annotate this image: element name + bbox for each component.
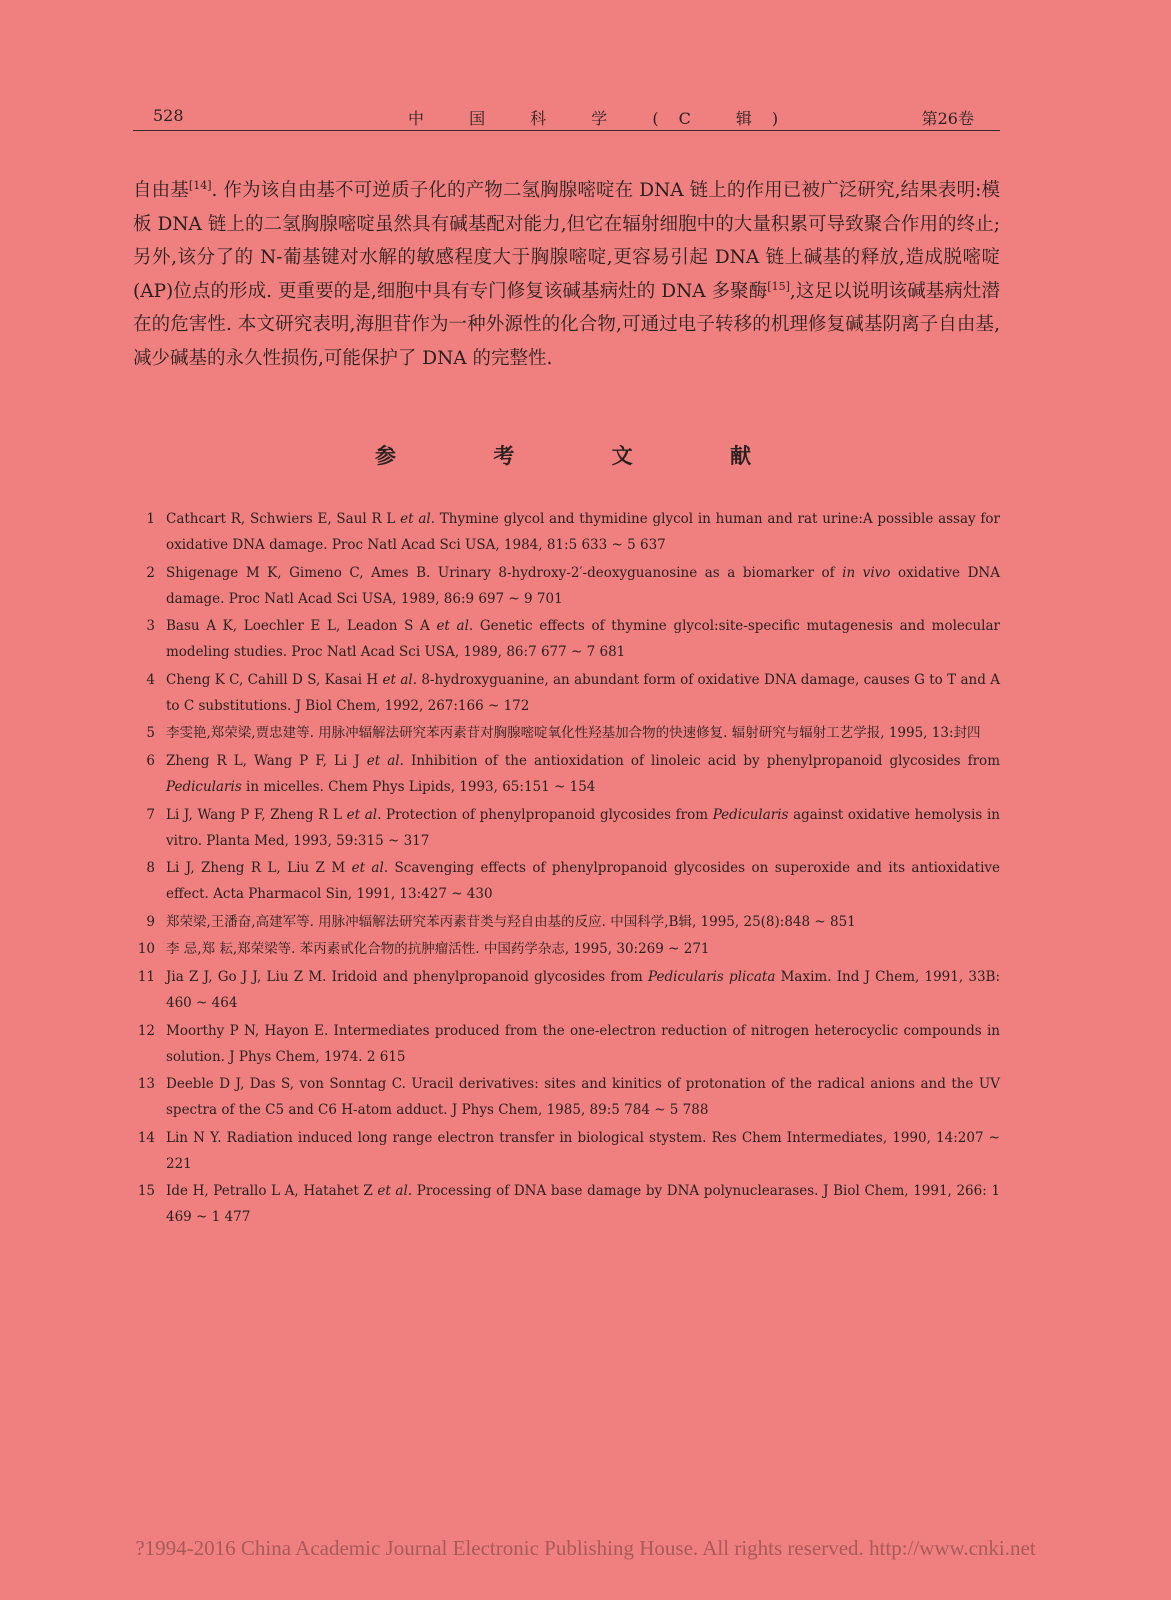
reference-segment: . Thymine glycol and thymidine glycol in human and rat urine:A possible assay for oxidative DNA damage. Proc Natl Acad Sci USA, 1984, 81:5 633 ~ 5 637 xyxy=(166,511,1001,553)
reference-text xyxy=(166,1125,1000,1177)
reference-text xyxy=(166,613,1000,665)
reference-item xyxy=(133,667,1000,719)
reference-italic: et al xyxy=(351,860,384,877)
reference-item xyxy=(133,1018,1000,1070)
reference-segment: Shigenage M K, Gimeno C, Ames B. Urinary 8-hydroxy-2′-deoxyguanosine as a biomarker of xyxy=(166,564,843,581)
copyright-footer: ?1994-2016 China Academic Journal Electronic Publishing House. All rights reserved. http://www.cnki.net xyxy=(135,1536,1036,1560)
reference-segment: Deeble D J, Das S, von Sonntag C. Uracil derivatives: sites and kinitics of protonation of the radical anions and the UV spectra of the C5 and C6 H-atom adduct. J Phys Chem, 1985, 89:5 784 ~ 5 788 xyxy=(166,1076,1000,1119)
reference-segment: Moorthy P N, Hayon E. Intermediates produced from the one-electron reduction of nitrogen heterocyclic compounds in solution. J Phys Chem, 1974. 2 615 xyxy=(166,1022,1000,1065)
page-number: 528 xyxy=(153,106,184,125)
reference-number: 7 xyxy=(146,806,155,823)
reference-text xyxy=(166,855,1000,907)
volume-label: 第26卷 xyxy=(921,109,974,128)
reference-number: 5 xyxy=(146,725,155,742)
reference-segment: Ide H, Petrallo L A, Hatahet Z xyxy=(166,1183,378,1200)
reference-number: 11 xyxy=(137,968,155,985)
reference-segment: Cathcart R, Schwiers E, Saul R L xyxy=(166,511,401,527)
reference-segment: . 8-hydroxyguanine, an abundant form of oxidative DNA damage, causes G to T and A to C substitutions. J Biol Chem, 1992, 267:166 ~ 172 xyxy=(166,671,1000,714)
body-text-part-2: . 作为该自由基不可逆质子化的产物二氢胸腺嘧啶在 DNA 链上的作用已被广泛研究,结果表明:模板 DNA 链上的二氢胸腺嘧啶虽然具有碱基配对能力,但它在辐射细胞中的大量积累可导致聚合作用的终止;另外,该分了的 N-葡基键对水解的敏感程度大于胸腺嘧啶,更容易引起 DNA 链上碱基的释放,造成脱嘧啶(AP)位点的形成. 更重要的是,细胞中具有专门修复该碱基病灶的 DNA 多聚酶 xyxy=(133,180,1000,302)
reference-text xyxy=(166,667,1000,719)
reference-segment: 李雯艳,郑荣梁,贾忠建等. 用脉冲辐解法研究苯丙素苷对胸腺嘧啶氧化性羟基加合物的快速修复. 辐射研究与辐射工艺学报, 1995, 13:封四 xyxy=(166,725,981,742)
reference-italic: in vivo xyxy=(842,564,891,581)
reference-number: 4 xyxy=(146,671,155,688)
reference-item xyxy=(133,613,1000,665)
reference-text xyxy=(166,560,1000,612)
reference-text xyxy=(166,1071,1000,1123)
reference-segment: Basu A K, Loechler E L, Leadon S A xyxy=(166,618,437,635)
reference-number: 14 xyxy=(137,1129,155,1146)
reference-text xyxy=(166,1178,1000,1230)
reference-segment: . Scavenging effects of phenylpropanoid glycosides on superoxide and its antioxidative effect. Acta Pharmacol Sin, 1991, 13:427 ~ 430 xyxy=(166,860,1001,903)
reference-italic: Pedicularis xyxy=(166,778,242,795)
reference-item xyxy=(133,855,1000,907)
reference-segment: in micelles. Chem Phys Lipids, 1993, 65:151 ~ 154 xyxy=(241,778,596,795)
reference-text xyxy=(166,964,1000,1016)
reference-segment: against oxidative hemolysis in vitro. Planta Med, 1993, 59:315 ~ 317 xyxy=(166,806,1000,849)
reference-segment: Maxim. Ind J Chem, 1991, 33B: 460 ~ 464 xyxy=(166,968,1001,1011)
reference-segment: Lin N Y. Radiation induced long range electron transfer in biological stystem. Res Chem Intermediates, 1990, 14:207 ~ 221 xyxy=(166,1129,1000,1172)
reference-segment: . Processing of DNA base damage by DNA polynuclearases. J Biol Chem, 1991, 266: 1 469 ~ 1 477 xyxy=(166,1183,1001,1226)
reference-number: 15 xyxy=(137,1183,155,1200)
reference-number: 6 xyxy=(146,752,155,769)
journal-title: 中 国 科 学 (C 辑) xyxy=(408,109,799,128)
reference-item xyxy=(133,506,1000,558)
reference-text xyxy=(166,936,1000,962)
reference-number: 3 xyxy=(146,618,155,635)
reference-item xyxy=(133,964,1000,1016)
reference-segment: 郑荣梁,王潘奋,高建军等. 用脉冲辐解法研究苯丙素苷类与羟自由基的反应. 中国科学,B辑, 1995, 25(8):848 ~ 851 xyxy=(166,913,856,930)
reference-segment: Jia Z J, Go J J, Liu Z M. Iridoid and phenylpropanoid glycosides from xyxy=(166,968,649,985)
reference-italic: et al xyxy=(377,1183,408,1200)
reference-segment: oxidative DNA damage. Proc Natl Acad Sci USA, 1989, 86:9 697 ~ 9 701 xyxy=(166,564,1000,607)
running-header xyxy=(133,104,1000,131)
reference-italic: et al xyxy=(382,671,413,688)
body-paragraph xyxy=(133,174,1000,375)
reference-segment: Li J, Wang P F, Zheng R L xyxy=(166,806,347,823)
reference-segment: Li J, Zheng R L, Liu Z M xyxy=(166,860,352,877)
reference-text xyxy=(166,748,1000,800)
reference-item xyxy=(133,1071,1000,1123)
body-text-part-3: ,这足以说明该碱基病灶潜在的危害性. 本文研究表明,海胆苷作为一种外源性的化合物,可通过电子转移的机理修复碱基阴离子自由基,减少碱基的永久性损伤,可能保护了 DNA 的完整性. xyxy=(133,280,1001,369)
reference-italic: et al xyxy=(400,511,431,527)
references-list xyxy=(133,506,1000,1232)
reference-italic: et al xyxy=(346,806,378,823)
reference-text xyxy=(166,802,1000,854)
reference-item xyxy=(133,720,1000,746)
reference-segment: 李 忌,郑 耘,郑荣梁等. 苯丙素甙化合物的抗肿瘤活性. 中国药学杂志, 1995, 30:269 ~ 271 xyxy=(166,941,710,958)
reference-number: 12 xyxy=(137,1022,155,1039)
reference-item xyxy=(133,748,1000,800)
reference-text xyxy=(166,506,1000,558)
reference-text xyxy=(166,720,1000,746)
citation-14[interactable]: [14] xyxy=(188,178,212,192)
reference-segment: Zheng R L, Wang P F, Li J xyxy=(166,752,367,769)
reference-segment: . Genetic effects of thymine glycol:site-specific mutagenesis and molecular modeling studies. Proc Natl Acad Sci USA, 1989, 86:7 677 ~ 7 681 xyxy=(166,618,1000,661)
reference-number: 1 xyxy=(146,511,155,527)
reference-segment: . Inhibition of the antioxidation of linoleic acid by phenylpropanoid glycosides from xyxy=(399,752,1000,769)
reference-item xyxy=(133,802,1000,854)
reference-item xyxy=(133,560,1000,612)
reference-item xyxy=(133,909,1000,935)
reference-number: 10 xyxy=(137,941,155,958)
reference-italic: et al xyxy=(436,618,469,635)
body-text-part-1: 自由基 xyxy=(133,180,189,201)
reference-segment: Cheng K C, Cahill D S, Kasai H xyxy=(166,671,383,688)
reference-text xyxy=(166,1018,1000,1070)
reference-item xyxy=(133,1125,1000,1177)
reference-segment: . Protection of phenylpropanoid glycosides from xyxy=(377,806,713,823)
reference-item xyxy=(133,936,1000,962)
reference-text xyxy=(166,909,1000,935)
references-heading: 参 考 文 献 xyxy=(375,443,796,468)
reference-number: 2 xyxy=(146,564,155,581)
reference-italic: Pedicularis plicata xyxy=(648,968,776,985)
reference-number: 13 xyxy=(137,1076,155,1093)
reference-italic: Pedicularis xyxy=(712,806,789,823)
reference-item xyxy=(133,1178,1000,1230)
reference-italic: et al xyxy=(366,752,400,769)
reference-number: 9 xyxy=(146,913,155,930)
citation-15[interactable]: [15] xyxy=(767,279,790,293)
reference-number: 8 xyxy=(146,860,155,877)
